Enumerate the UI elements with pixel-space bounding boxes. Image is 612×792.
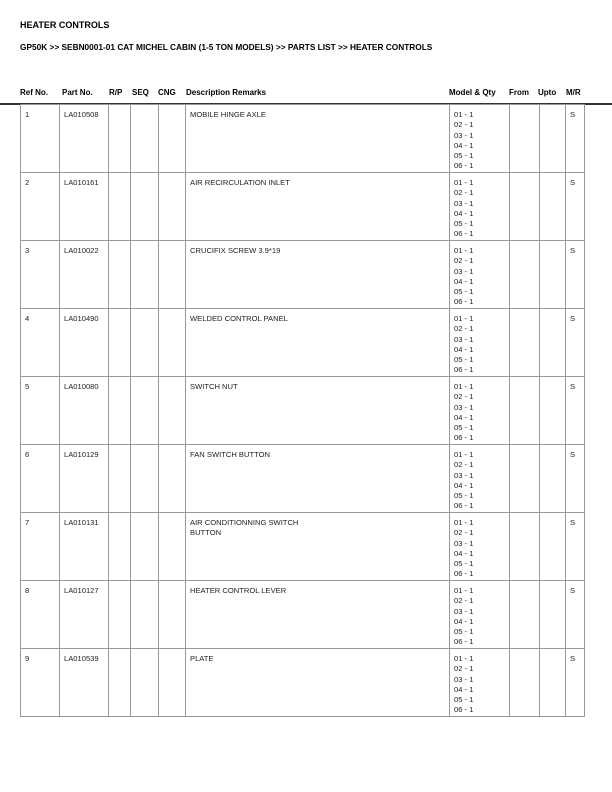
upto-cell bbox=[540, 241, 566, 309]
model-qty bbox=[450, 445, 510, 513]
col-from: From bbox=[509, 88, 529, 97]
upto-cell bbox=[540, 309, 566, 377]
upto-cell bbox=[540, 105, 566, 173]
rp-cell bbox=[109, 173, 131, 241]
seq-cell bbox=[131, 173, 159, 241]
description: AIR RECIRCULATION INLET bbox=[186, 173, 450, 241]
col-cng: CNG bbox=[158, 88, 176, 97]
model-qty-line: 04 - 1 bbox=[454, 412, 474, 422]
model-qty-line: 04 - 1 bbox=[454, 276, 474, 286]
model-qty bbox=[450, 649, 510, 717]
mr-cell: S bbox=[566, 649, 585, 717]
table-row bbox=[21, 241, 585, 309]
model-qty-line: 04 - 1 bbox=[454, 684, 474, 694]
part-no: LA010129 bbox=[60, 445, 109, 513]
upto-cell bbox=[540, 649, 566, 717]
model-qty-line: 05 - 1 bbox=[454, 287, 474, 297]
table-header bbox=[0, 88, 612, 102]
model-qty-line: 06 - 1 bbox=[454, 229, 474, 239]
ref-no: 8 bbox=[21, 581, 60, 649]
mr-cell: S bbox=[566, 377, 585, 445]
part-no: LA010022 bbox=[60, 241, 109, 309]
parts-table bbox=[20, 104, 585, 717]
model-qty-line: 01 - 1 bbox=[454, 518, 474, 527]
model-qty-line: 02 - 1 bbox=[454, 256, 474, 266]
description: FAN SWITCH BUTTON bbox=[186, 445, 450, 513]
rp-cell bbox=[109, 513, 131, 581]
seq-cell bbox=[131, 581, 159, 649]
model-qty-line: 04 - 1 bbox=[454, 208, 474, 218]
model-qty-line: 02 - 1 bbox=[454, 596, 474, 606]
model-qty-line: 05 - 1 bbox=[454, 219, 474, 229]
from-cell bbox=[510, 377, 540, 445]
model-qty-line: 04 - 1 bbox=[454, 480, 474, 490]
model-qty-line: 03 - 1 bbox=[454, 606, 474, 616]
seq-cell bbox=[131, 513, 159, 581]
upto-cell bbox=[540, 445, 566, 513]
cng-cell bbox=[159, 581, 186, 649]
mr-cell: S bbox=[566, 173, 585, 241]
table-row bbox=[21, 649, 585, 717]
seq-cell bbox=[131, 377, 159, 445]
col-rp: R/P bbox=[109, 88, 123, 97]
rp-cell bbox=[109, 581, 131, 649]
model-qty bbox=[450, 309, 510, 377]
from-cell bbox=[510, 241, 540, 309]
model-qty-line: 04 - 1 bbox=[454, 548, 474, 558]
model-qty-line: 02 - 1 bbox=[454, 664, 474, 674]
model-qty-line: 01 - 1 bbox=[454, 110, 474, 119]
model-qty-line: 01 - 1 bbox=[454, 654, 474, 663]
col-ref: Ref No. bbox=[20, 88, 48, 97]
model-qty-line: 02 - 1 bbox=[454, 120, 474, 130]
part-no: LA010161 bbox=[60, 173, 109, 241]
ref-no: 1 bbox=[21, 105, 60, 173]
seq-cell bbox=[131, 105, 159, 173]
ref-no: 3 bbox=[21, 241, 60, 309]
page-title: HEATER CONTROLS bbox=[20, 20, 110, 30]
model-qty-line: 01 - 1 bbox=[454, 586, 474, 595]
table-row bbox=[21, 445, 585, 513]
part-no: LA010539 bbox=[60, 649, 109, 717]
description: WELDED CONTROL PANEL bbox=[186, 309, 450, 377]
cng-cell bbox=[159, 241, 186, 309]
from-cell bbox=[510, 445, 540, 513]
model-qty-line: 04 - 1 bbox=[454, 344, 474, 354]
model-qty-line: 05 - 1 bbox=[454, 627, 474, 637]
mr-cell: S bbox=[566, 445, 585, 513]
description: MOBILE HINGE AXLE bbox=[186, 105, 450, 173]
upto-cell bbox=[540, 173, 566, 241]
model-qty-line: 06 - 1 bbox=[454, 569, 474, 579]
model-qty-line: 06 - 1 bbox=[454, 501, 474, 511]
col-seq: SEQ bbox=[132, 88, 149, 97]
table-row bbox=[21, 309, 585, 377]
model-qty-line: 06 - 1 bbox=[454, 433, 474, 443]
table-row bbox=[21, 581, 585, 649]
description: AIR CONDITIONNING SWITCH BUTTON bbox=[186, 513, 450, 581]
col-upto: Upto bbox=[538, 88, 557, 97]
ref-no: 2 bbox=[21, 173, 60, 241]
model-qty-line: 03 - 1 bbox=[454, 198, 474, 208]
model-qty-line: 01 - 1 bbox=[454, 382, 474, 391]
table-row bbox=[21, 377, 585, 445]
from-cell bbox=[510, 309, 540, 377]
mr-cell: S bbox=[566, 309, 585, 377]
description: SWITCH NUT bbox=[186, 377, 450, 445]
cng-cell bbox=[159, 445, 186, 513]
part-no: LA010131 bbox=[60, 513, 109, 581]
part-no: LA010080 bbox=[60, 377, 109, 445]
cng-cell bbox=[159, 105, 186, 173]
mr-cell: S bbox=[566, 581, 585, 649]
mr-cell: S bbox=[566, 105, 585, 173]
cng-cell bbox=[159, 649, 186, 717]
seq-cell bbox=[131, 445, 159, 513]
rp-cell bbox=[109, 241, 131, 309]
model-qty bbox=[450, 173, 510, 241]
model-qty-line: 02 - 1 bbox=[454, 188, 474, 198]
ref-no: 4 bbox=[21, 309, 60, 377]
table-row bbox=[21, 105, 585, 173]
model-qty bbox=[450, 513, 510, 581]
model-qty-line: 01 - 1 bbox=[454, 450, 474, 459]
model-qty-line: 03 - 1 bbox=[454, 130, 474, 140]
cng-cell bbox=[159, 309, 186, 377]
model-qty bbox=[450, 581, 510, 649]
model-qty-line: 02 - 1 bbox=[454, 392, 474, 402]
seq-cell bbox=[131, 649, 159, 717]
model-qty-line: 05 - 1 bbox=[454, 491, 474, 501]
model-qty bbox=[450, 241, 510, 309]
upto-cell bbox=[540, 513, 566, 581]
col-mr: M/R bbox=[566, 88, 581, 97]
ref-no: 7 bbox=[21, 513, 60, 581]
ref-no: 5 bbox=[21, 377, 60, 445]
mr-cell: S bbox=[566, 513, 585, 581]
model-qty-line: 05 - 1 bbox=[454, 423, 474, 433]
rp-cell bbox=[109, 309, 131, 377]
ref-no: 6 bbox=[21, 445, 60, 513]
model-qty-line: 06 - 1 bbox=[454, 705, 474, 715]
seq-cell bbox=[131, 241, 159, 309]
model-qty-line: 02 - 1 bbox=[454, 324, 474, 334]
breadcrumb: GP50K >> SEBN0001-01 CAT MICHEL CABIN (1-5 TON MODELS) >> PARTS LIST >> HEATER CONTROLS bbox=[20, 42, 433, 52]
table-row bbox=[21, 173, 585, 241]
from-cell bbox=[510, 105, 540, 173]
from-cell bbox=[510, 649, 540, 717]
rp-cell bbox=[109, 445, 131, 513]
model-qty-line: 01 - 1 bbox=[454, 314, 474, 323]
rp-cell bbox=[109, 105, 131, 173]
model-qty-line: 05 - 1 bbox=[454, 559, 474, 569]
part-no: LA010127 bbox=[60, 581, 109, 649]
rp-cell bbox=[109, 649, 131, 717]
model-qty-line: 06 - 1 bbox=[454, 297, 474, 307]
part-no: LA010490 bbox=[60, 309, 109, 377]
model-qty-line: 03 - 1 bbox=[454, 334, 474, 344]
model-qty-line: 02 - 1 bbox=[454, 528, 474, 538]
cng-cell bbox=[159, 173, 186, 241]
ref-no: 9 bbox=[21, 649, 60, 717]
model-qty-line: 03 - 1 bbox=[454, 470, 474, 480]
mr-cell: S bbox=[566, 241, 585, 309]
col-desc: Description Remarks bbox=[186, 88, 267, 97]
rp-cell bbox=[109, 377, 131, 445]
from-cell bbox=[510, 581, 540, 649]
model-qty bbox=[450, 377, 510, 445]
model-qty-line: 03 - 1 bbox=[454, 538, 474, 548]
model-qty-line: 05 - 1 bbox=[454, 695, 474, 705]
model-qty-line: 03 - 1 bbox=[454, 402, 474, 412]
description: CRUCIFIX SCREW 3.9*19 bbox=[186, 241, 450, 309]
model-qty-line: 02 - 1 bbox=[454, 460, 474, 470]
model-qty-line: 01 - 1 bbox=[454, 246, 474, 255]
table-row bbox=[21, 513, 585, 581]
cng-cell bbox=[159, 377, 186, 445]
description: HEATER CONTROL LEVER bbox=[186, 581, 450, 649]
description: PLATE bbox=[186, 649, 450, 717]
model-qty-line: 06 - 1 bbox=[454, 637, 474, 647]
model-qty-line: 06 - 1 bbox=[454, 161, 474, 171]
model-qty-line: 04 - 1 bbox=[454, 616, 474, 626]
col-model: Model & Qty bbox=[449, 88, 496, 97]
model-qty-line: 05 - 1 bbox=[454, 151, 474, 161]
col-part: Part No. bbox=[62, 88, 93, 97]
model-qty bbox=[450, 105, 510, 173]
model-qty-line: 04 - 1 bbox=[454, 140, 474, 150]
upto-cell bbox=[540, 581, 566, 649]
cng-cell bbox=[159, 513, 186, 581]
model-qty-line: 05 - 1 bbox=[454, 355, 474, 365]
seq-cell bbox=[131, 309, 159, 377]
model-qty-line: 01 - 1 bbox=[454, 178, 474, 187]
model-qty-line: 06 - 1 bbox=[454, 365, 474, 375]
upto-cell bbox=[540, 377, 566, 445]
model-qty-line: 03 - 1 bbox=[454, 266, 474, 276]
model-qty-line: 03 - 1 bbox=[454, 674, 474, 684]
part-no: LA010508 bbox=[60, 105, 109, 173]
from-cell bbox=[510, 513, 540, 581]
from-cell bbox=[510, 173, 540, 241]
